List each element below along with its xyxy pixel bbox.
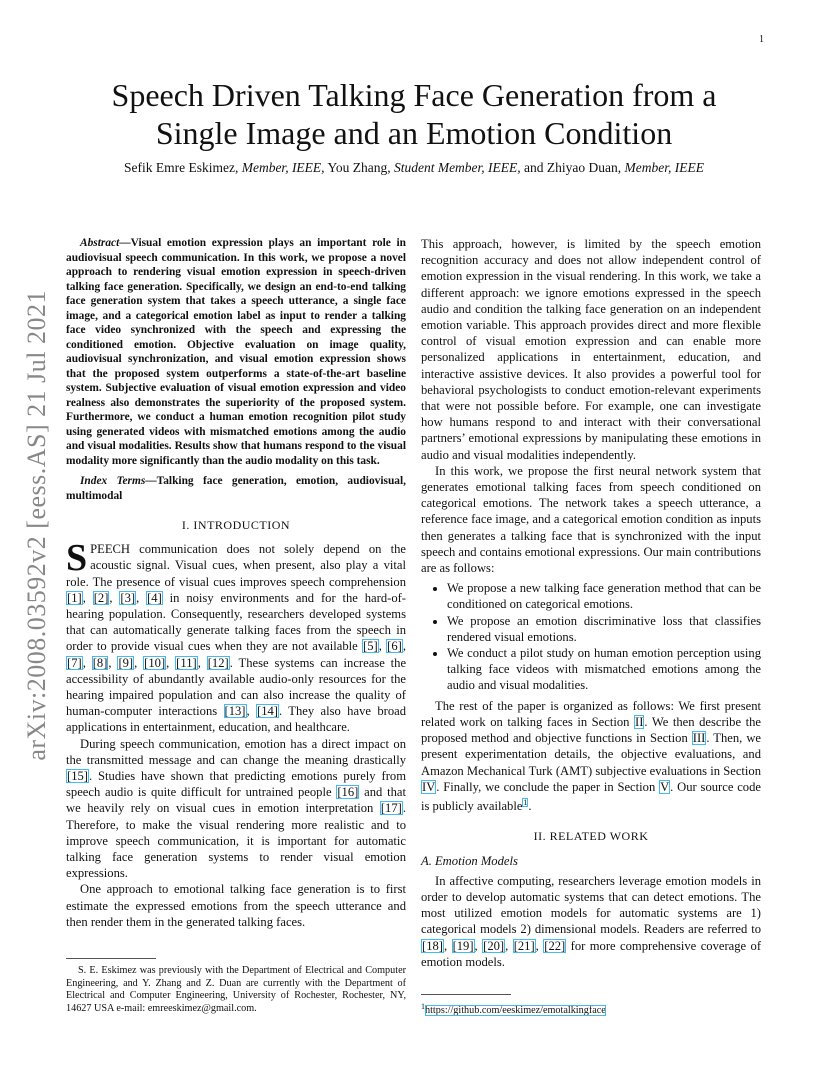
intro-paragraph-2 [66, 736, 406, 882]
citation-link[interactable]: [15] [67, 769, 88, 784]
citation-link[interactable]: [17] [380, 801, 402, 816]
text-run: . Therefore, to make the visual rendering more realistic and to improve speech communication, it is important for automatic talking face generation systems to render visual emotion expressions. [66, 801, 406, 881]
citation-link[interactable]: [6] [387, 639, 402, 654]
left-column [66, 236, 406, 930]
citation-link[interactable]: [4] [147, 590, 162, 605]
author-3: and Zhiyao Duan, [524, 160, 622, 175]
paper-title [66, 76, 762, 152]
index-terms-text: —Talking face generation, emotion, audiovisual, multimodal [66, 475, 406, 502]
text-run: in noisy environments and for the hard-of-hearing population. Consequently, researchers developed systems that can automatically generate talking faces from the speech in order to provide visual cues when they are not available [66, 590, 407, 654]
text-run: In affective computing, researchers leverage emotion models in order to develop automatic systems that can detect emotions. The most utilized emotion models for automatic systems are 1) categorical models 2) dimensional models. Readers are referred to [421, 873, 761, 937]
text-run: . Our source code is publicly available [421, 779, 761, 814]
citation-link[interactable]: [1] [67, 590, 82, 605]
section-link[interactable]: III [692, 731, 706, 746]
source-code-footnote [421, 1000, 761, 1018]
text-run: . [528, 799, 532, 814]
author-list [66, 160, 762, 176]
text-run: The rest of the paper is organized as follows: We first present related work on talking faces in Section [421, 698, 761, 729]
citation-link[interactable]: [3] [120, 590, 136, 605]
text-run: . Studies have shown that predicting emotions purely from speech audio is quite difficult for untrained people [66, 769, 406, 800]
citation-link[interactable]: [5] [363, 639, 378, 654]
text-run: and that we heavily rely on visual cues in emotion interpretation [66, 785, 406, 816]
index-terms-label: Index Terms [80, 475, 146, 487]
arxiv-stamp [14, 290, 60, 760]
text-run: . They also have broad applications in entertainment, education, and healthcare. [66, 704, 406, 735]
list-item: • We propose a new talking face generation method that can be conditioned on categorical emotions. [447, 580, 761, 612]
author-2-role: Student Member, IEEE, [393, 160, 521, 175]
page-number: 1 [759, 34, 764, 45]
text-run: During speech communication, emotion has a direct impact on the transmitted message and can change the meaning drastically [66, 736, 406, 767]
right-paragraph-3 [421, 698, 761, 815]
footnote-link[interactable]: 1 [523, 797, 528, 807]
title-line-1: Speech Driven Talking Face Generation from a [111, 77, 717, 113]
text-run: for more comprehensive coverage of emotion models. [421, 938, 762, 969]
citation-link[interactable]: [21] [513, 938, 535, 953]
section-heading-related-work: II. RELATED WORK [533, 829, 649, 844]
citation-link[interactable]: [8] [92, 655, 108, 670]
citation-link[interactable]: [14] [257, 704, 278, 719]
list-item: • We conduct a pilot study on human emotion perception using talking face videos with mismatched emotions among the audio and visual modalities. [447, 645, 761, 694]
citation-link[interactable]: [10] [144, 655, 166, 670]
footnote-mark: 1 [421, 1002, 425, 1011]
section-link[interactable]: IV [422, 779, 436, 794]
citation-link[interactable]: [20] [483, 938, 505, 953]
section-heading-introduction: I. INTRODUCTION [181, 518, 291, 532]
affiliation-footnote-text: S. E. Eskimez was previously with the Department of Electrical and Computer Engineering, and Y. Zhang and Z. Duan are currently with the Department of Electrical and Computer Engineering, University of Rochester, Rochester, NY, 14627 USA e-mail: emreeskimez@gmail.com. [66, 965, 406, 1014]
text-run: . We then describe the proposed method and objective functions in Section [421, 714, 761, 746]
contributions-list [421, 580, 761, 693]
author-1: Sefik Emre Eskimez, [123, 160, 239, 175]
subsection-heading-emotion-models: A. Emotion Models [421, 853, 518, 868]
right-paragraph-2: In this work, we propose the first neural network system that generates emotional talking faces from speech conditioned on categorical emotions. The network takes a speech utterance, a reference face image, and a categorical emotion condition as inputs then generates a talking face that is synchronized with the input speech and contains emotional expressions. Our main contributions are as follows: [421, 463, 761, 576]
arxiv-stamp-text: arXiv:2008.03592v2 [eess.AS] 21 Jul 2021 [22, 289, 51, 761]
title-line-2: Single Image and an Emotion Condition [155, 115, 673, 151]
index-terms [66, 474, 406, 503]
citation-link[interactable]: [7] [67, 655, 82, 670]
abstract [66, 236, 406, 468]
citation-link[interactable]: [22] [544, 938, 566, 953]
right-paragraph-1: This approach, however, is limited by the speech emotion recognition accuracy and does not allow independent control of emotion expression in the visual rendering. In this work, we take a different approach: we ignore emotions expressed in the speech audio and condition the talking face generation on an independent emotion variable. This approach provides direct and more flexible control of visual emotion expression and can enable more personalized applications in entertainment, education, and interactive assistive devices. It also provides a powerful tool for behavioral psychologists to conduct emotion-relevant experiments that were not possible before. For example, one can investigate how humans respond to and interact with their conversational partners’ emotional expressions by manipulating these emotions in audio and visual modalities independently. [421, 237, 761, 462]
section-link[interactable]: V [660, 779, 670, 794]
citation-link[interactable]: [2] [93, 590, 109, 605]
citation-link[interactable]: [18] [422, 938, 443, 953]
drop-cap: S [66, 537, 88, 580]
citation-link[interactable]: [9] [118, 655, 134, 670]
citation-link[interactable]: [11] [176, 655, 197, 670]
list-item: • We propose an emotion discriminative loss that classifies rendered visual emotions. [447, 613, 761, 645]
author-2: You Zhang, [327, 160, 391, 175]
source-code-link[interactable]: https://github.com/eeskimez/emotalkingface [425, 1005, 606, 1017]
citation-link[interactable]: [13] [224, 704, 246, 719]
related-paragraph-1: In affective computing, researchers leverage emotion models in order to develop automatic systems that can detect emotions. The most utilized emotion models for automatic systems are 1) categorical models 2) dimensional models. Readers are referred to [18], [19], [20], [21], [22] for more comprehensive coverage of emotion models. [421, 873, 762, 969]
author-3-role: Member, IEEE [624, 160, 705, 175]
right-column [421, 236, 761, 970]
intro-paragraph-3: One approach to emotional talking face generation is to first estimate the expressed emotions from the speech utterance and then render them in the generated talking faces. [66, 882, 406, 929]
citation-link[interactable]: [12] [207, 655, 229, 670]
abstract-text: —Visual emotion expression plays an important role in audiovisual speech communication. In this work, we propose a novel approach to rendering visual emotion expression in speech-driven talking face generation. Specifically, we design an end-to-end talking face generation system that takes a speech utterance, a single face image, and a categorical emotion label as input to render a talking face video synchronized with the speech and expressing the conditioned emotion. Objective evaluation on image quality, audiovisual synchronization, and visual emotion expression shows that the proposed system outperforms a state-of-the-art baseline system. Subjective evaluation of visual emotion expression and video realness also demonstrates the superiority of the proposed system. Furthermore, we conduct a human emotion recognition pilot study using generated videos with mismatched emotions among the audio and visual modalities. Results show that humans respond to the visual modality more significantly than the audio modality on this task. [66, 237, 406, 467]
abstract-label: Abstract [80, 237, 120, 249]
text-run: PEECH communication does not solely depend on the acoustic signal. Visual cues, when present, also play a vital role. The presence of visual cues improves speech comprehension [66, 542, 406, 589]
affiliation-footnote [66, 964, 406, 1015]
citation-link[interactable]: [16] [337, 785, 359, 800]
text-run: . These systems can increase the accessibility of abundantly available audio-only resources for the hearing impaired population and can also increase the quality of human-computer interactions [66, 655, 407, 719]
citation-link[interactable]: [19] [452, 938, 474, 953]
author-1-role: Member, IEEE, [241, 160, 325, 175]
text-run: . Finally, we conclude the paper in Section [436, 779, 660, 794]
text-run: . Then, we present experimentation details, the objective evaluations, and Amazon Mechanical Turk (AMT) subjective evaluations in Section [421, 731, 761, 778]
section-link[interactable]: II [635, 714, 644, 729]
intro-paragraph-1: SPEECH communication does not solely depend on the acoustic signal. Visual cues, when present, also play a vital role. The presence of visual cues improves speech comprehension [1], [2], [3], [4] in noisy environments and for the hard-of-hearing population. Consequently, researchers developed systems that can automatically generate talking faces from the speech in order to provide visual cues when they are not available [5], [6], [7], [8], [9], [10], [11], [12]. These systems can increase the accessibility of abundantly available audio-only resources for the hearing impaired population and can also increase the quality of human-computer interactions [13], [14]. They also have broad applications in entertainment, education, and healthcare. [66, 537, 407, 735]
